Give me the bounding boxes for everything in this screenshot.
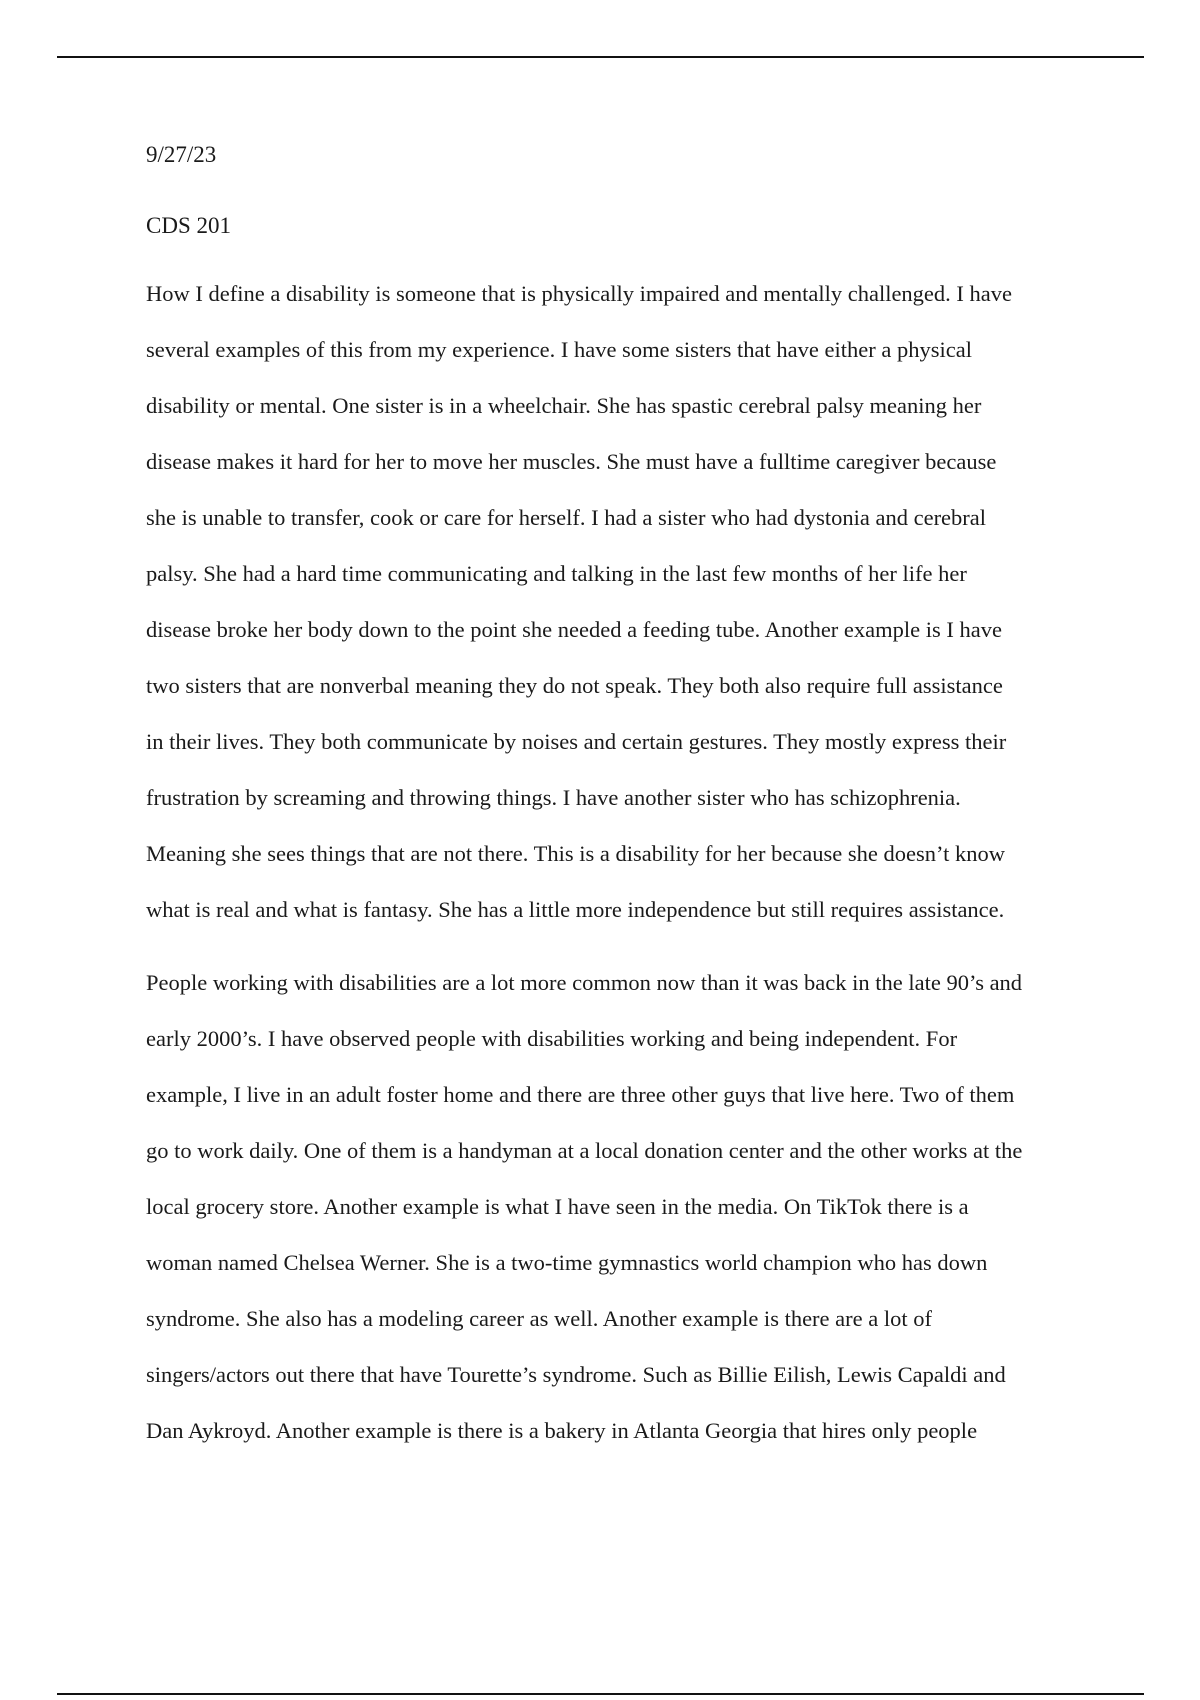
paragraph-line: People working with disabilities are a lot more common now than it was back in the late 90’s and [146,970,1023,995]
paragraph-line: disease makes it hard for her to move her muscles. She must have a fulltime caregiver because [146,449,997,474]
paragraph-line: example, I live in an adult foster home and there are three other guys that live here. Two of them [146,1082,1015,1107]
paragraph-2 [146,968,1096,1472]
document-date: 9/27/23 [146,142,217,167]
paragraph-line: Dan Aykroyd. Another example is there is a bakery in Atlanta Georgia that hires only people [146,1418,978,1443]
paragraph-line: palsy. She had a hard time communicating and talking in the last few months of her life her [146,561,967,586]
page-top-rule [57,56,1144,58]
paragraph-line: local grocery store. Another example is what I have seen in the media. On TikTok there is a [146,1194,969,1219]
paragraph-line: in their lives. They both communicate by noises and certain gestures. They mostly express their [146,729,1007,754]
paragraph-line: Meaning she sees things that are not there. This is a disability for her because she doesn’t know [146,841,1005,866]
course-code: CDS 201 [146,213,231,238]
paragraph-line: disease broke her body down to the point she needed a feeding tube. Another example is I have [146,617,1002,642]
paragraph-1 [146,279,1096,951]
paragraph-line: two sisters that are nonverbal meaning they do not speak. They both also require full assistance [146,673,1003,698]
paragraph-line: frustration by screaming and throwing things. I have another sister who has schizophrenia. [146,785,961,810]
paragraph-line: what is real and what is fantasy. She has a little more independence but still requires assistance. [146,897,1005,922]
paragraph-line: singers/actors out there that have Tourette’s syndrome. Such as Billie Eilish, Lewis Capaldi and [146,1362,1006,1387]
paragraph-line: several examples of this from my experience. I have some sisters that have either a physical [146,337,972,362]
paragraph-line: early 2000’s. I have observed people with disabilities working and being independent. For [146,1026,958,1051]
paragraph-line: she is unable to transfer, cook or care for herself. I had a sister who had dystonia and cerebral [146,505,987,530]
paragraph-line: disability or mental. One sister is in a wheelchair. She has spastic cerebral palsy meaning her [146,393,982,418]
paragraph-line: go to work daily. One of them is a handyman at a local donation center and the other works at the [146,1138,1023,1163]
page-bottom-rule [57,1693,1144,1695]
paragraph-line: woman named Chelsea Werner. She is a two-time gymnastics world champion who has down [146,1250,988,1275]
document-body [146,140,1096,1472]
paragraph-line: How I define a disability is someone that is physically impaired and mentally challenged. I have [146,281,1013,306]
paragraph-line: syndrome. She also has a modeling career as well. Another example is there are a lot of [146,1306,932,1331]
